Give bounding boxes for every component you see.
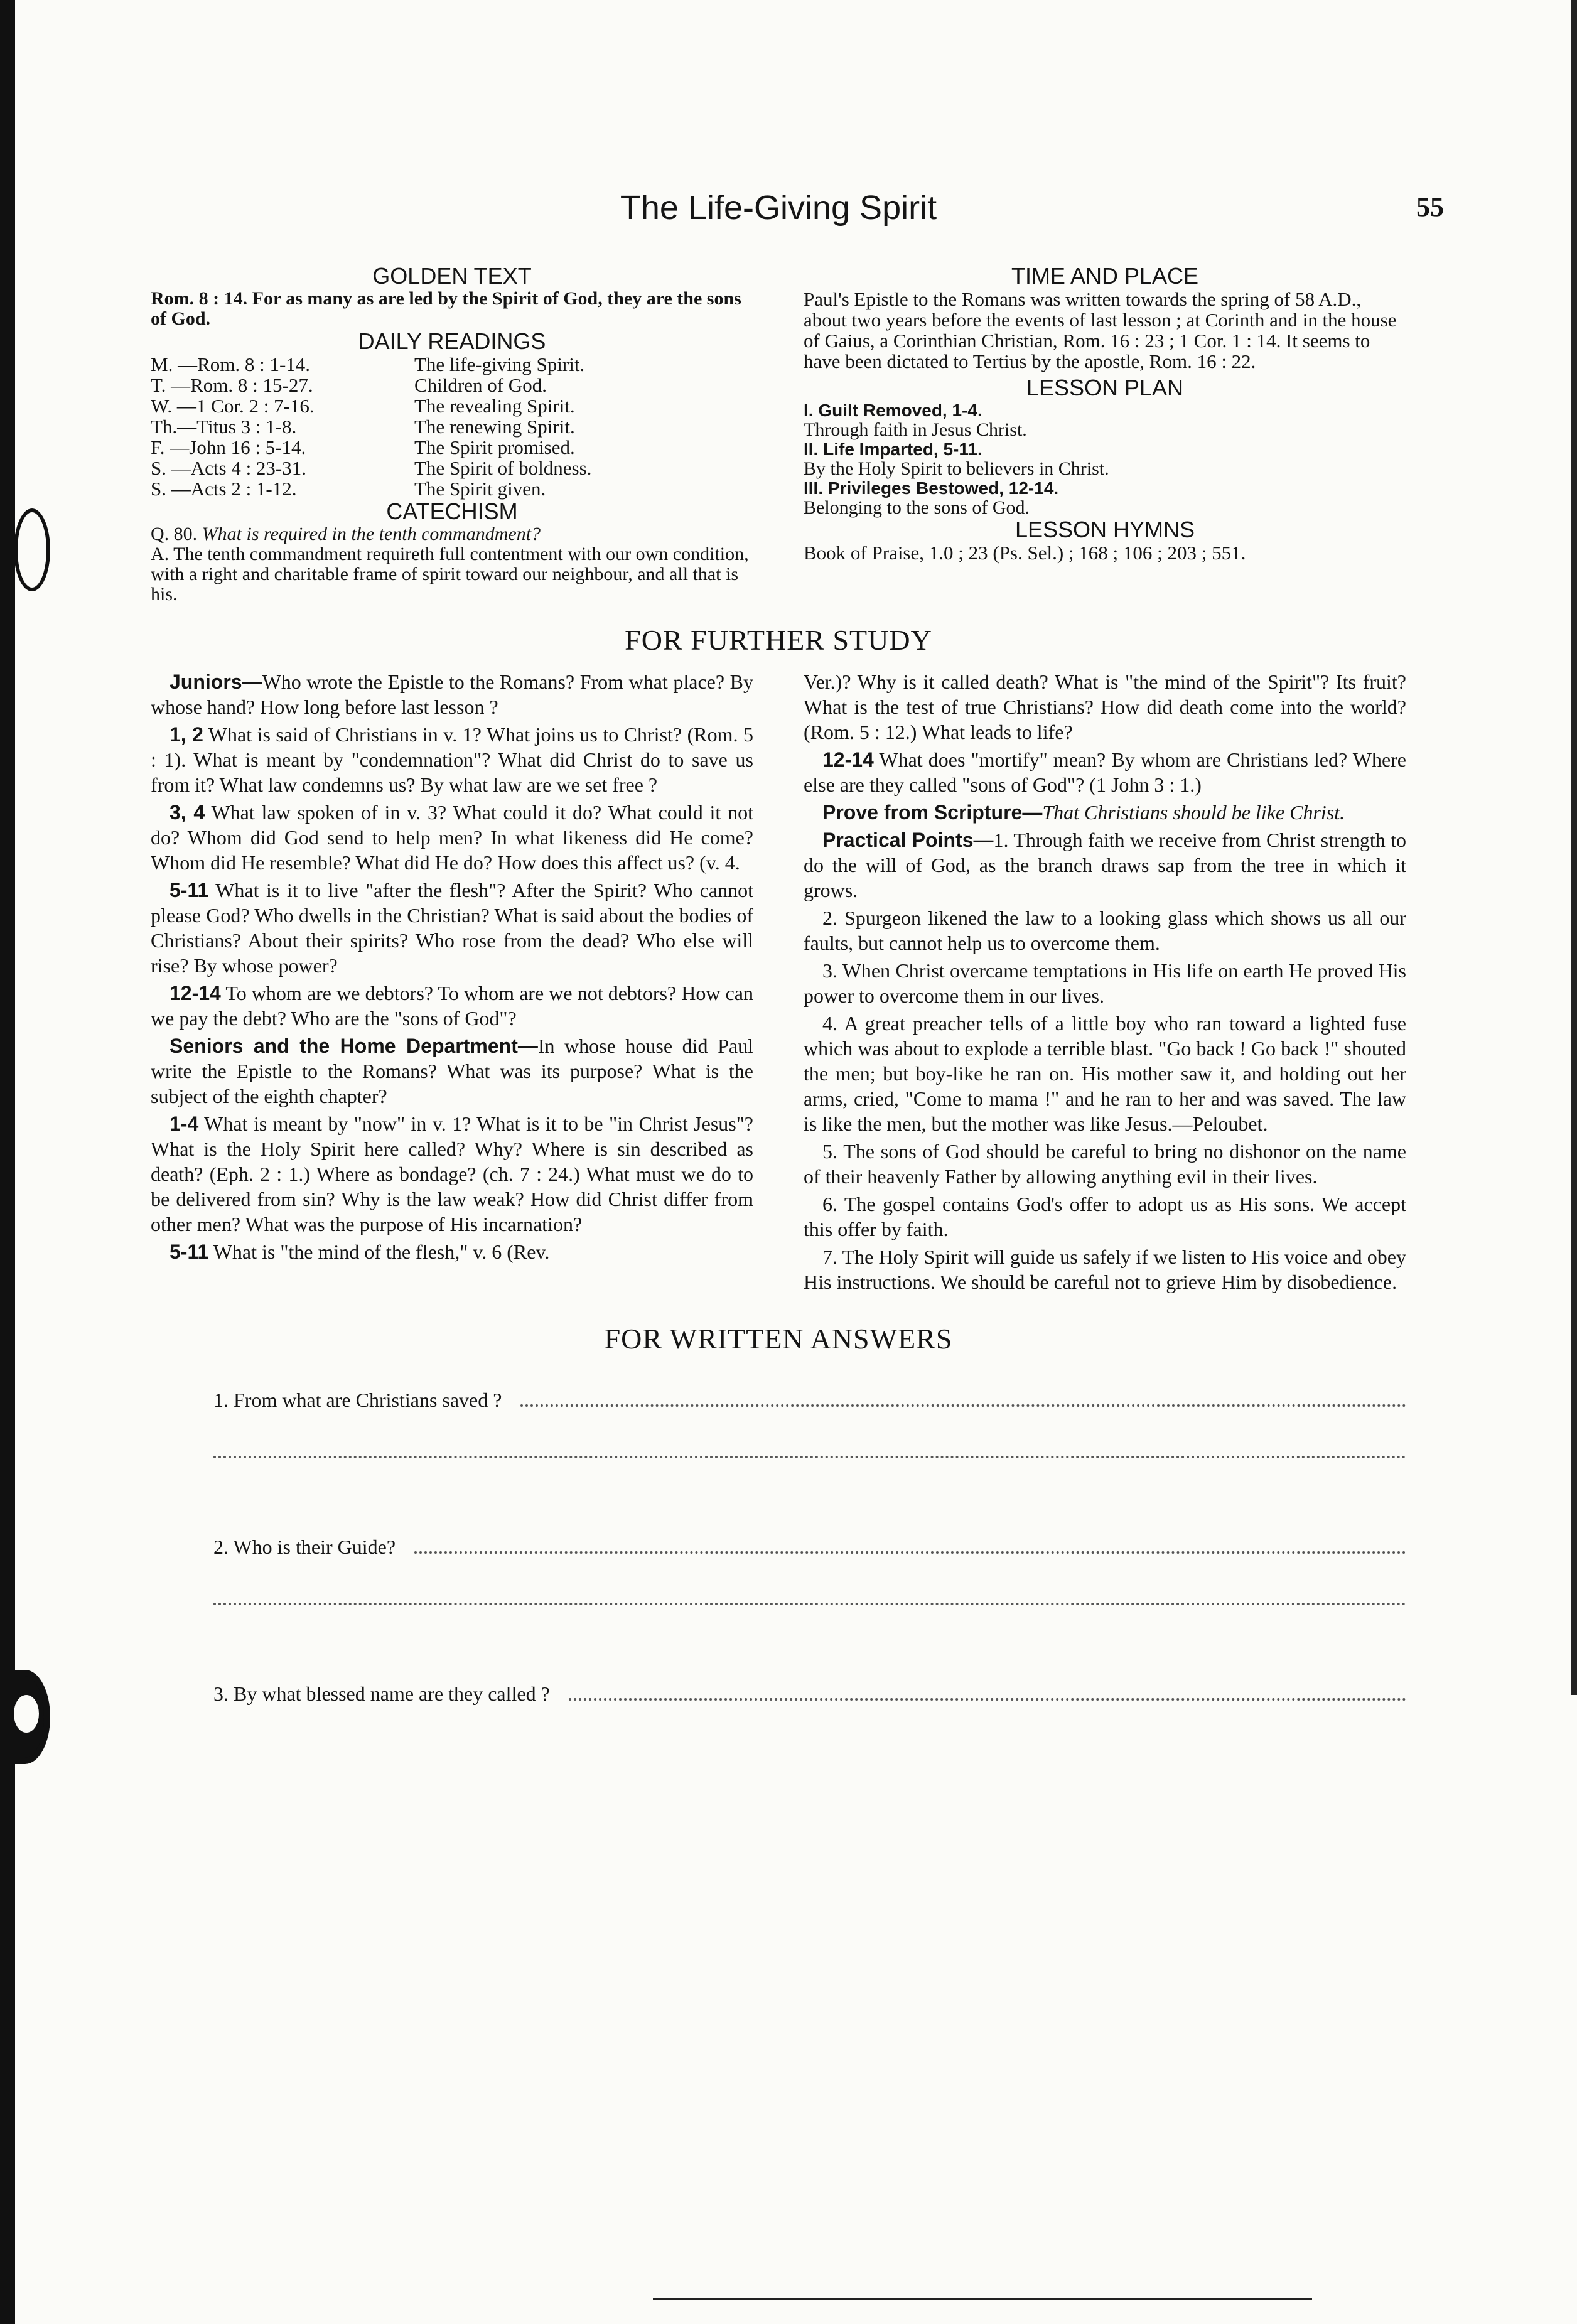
reading-ref: Th.—Titus 3 : 1-8. [151, 416, 297, 438]
practical-point: 6. The gospel contains God's offer to adopt us as His sons. We accept this offer by faith. [804, 1193, 1406, 1240]
reading-ref: T. —Rom. 8 : 15-27. [151, 374, 313, 396]
answer-question-text: 2. Who is their Guide? [213, 1536, 396, 1558]
study-text: What law spoken of in v. 3? What could it do? What could it not do? Whom did God send to help men? In what likeness did He come? Whom did He resemble? What did He do? How does this affect us? (v. 4. [151, 801, 754, 874]
study-paragraph [151, 981, 753, 1031]
scan-edge-right [1571, 0, 1577, 1695]
lesson-plan-text: Through faith in Jesus Christ. [804, 419, 1027, 440]
study-text: What does "mortify" mean? By whom are Christians led? Where else are they called "sons of God"? (1 John 3 : 1.) [804, 748, 1406, 796]
catechism-heading: CATECHISM [386, 498, 518, 524]
study-paragraph [151, 1239, 753, 1264]
lesson-plan-text: Belonging to the sons of God. [804, 497, 1030, 518]
study-lead: 12-14 [170, 982, 221, 1004]
reading-ref: W. —1 Cor. 2 : 7-16. [151, 395, 315, 417]
study-lead: 3, 4 [170, 801, 205, 824]
practical-point [804, 827, 1406, 903]
practical-point: 7. The Holy Spirit will guide us safely if we listen to His voice and obey His instructions. We should be careful not to grieve Him by disobedience. [804, 1245, 1406, 1293]
reading-title: The life-giving Spirit. [414, 353, 585, 375]
left-overview-column [151, 264, 753, 605]
further-study [151, 669, 1406, 1297]
study-paragraph [151, 1111, 753, 1237]
study-lead: 1-4 [170, 1112, 199, 1135]
answer-question [213, 1387, 1406, 1412]
written-answers [151, 1387, 1406, 1706]
answer-line[interactable] [213, 1596, 1406, 1605]
lesson-plan-item [804, 439, 1406, 478]
golden-text-heading: GOLDEN TEXT [372, 263, 532, 289]
study-text: Who wrote the Epistle to the Romans? From what place? By whose hand? How long before last lesson ? [151, 670, 753, 718]
prove-paragraph [804, 800, 1406, 825]
page-number: 55 [1416, 191, 1444, 222]
practical-lead: Practical Points— [822, 829, 994, 851]
lesson-plan-head: II. Life Imparted, 5-11. [804, 439, 982, 459]
reading-title: Children of God. [414, 374, 547, 396]
study-paragraph [151, 800, 753, 875]
practical-point-text: 1. Through faith we receive from Christ strength to do the will of God, as the branch draws sap from the tree in which it grows. [804, 829, 1407, 901]
lesson-plan-heading: LESSON PLAN [1026, 375, 1184, 401]
study-lead: 5-11 [170, 879, 209, 901]
practical-point: 2. Spurgeon likened the law to a looking glass which shows us all our faults, but cannot help us to overcome them. [804, 906, 1406, 954]
written-answers-heading: FOR WRITTEN ANSWERS [604, 1323, 953, 1355]
page-title: The Life-Giving Spirit [620, 189, 937, 227]
study-paragraph [151, 722, 753, 797]
right-overview-column [804, 264, 1406, 605]
reading-ref: F. —John 16 : 5-14. [151, 436, 306, 458]
study-lead: 1, 2 [170, 723, 203, 746]
practical-point: 3. When Christ overcame temptations in His life on earth He proved His power to overcome them in our lives. [804, 959, 1406, 1007]
study-lead: 12-14 [822, 748, 874, 771]
daily-readings-list [151, 354, 753, 499]
study-text: What is "the mind of the flesh," v. 6 (Rev. [208, 1240, 550, 1263]
prove-text: That Christians should be like Christ. [1042, 801, 1345, 824]
study-right-column [804, 669, 1406, 1297]
time-place-text: Paul's Epistle to the Romans was written towards the spring of 58 A.D., about two years before the events of last lesson ; at Corinth and in the house of Gaius, a Corinthian Christian, Rom. 16 : 23 ; 1 Cor. 1 : 14. It seems to have been dictated to Tertius by the apostle, Rom. 16 : 22. [804, 288, 1397, 372]
catechism-q-text: What is required in the tenth commandment? [202, 524, 541, 544]
study-paragraph [151, 1033, 753, 1109]
golden-text-verse: For as many as are led by the Spirit of God, they are the sons of God. [151, 288, 741, 329]
golden-text [151, 289, 753, 329]
daily-readings-heading: DAILY READINGS [358, 328, 546, 354]
lesson-overview [151, 264, 1406, 605]
study-lead: 5-11 [170, 1240, 209, 1263]
lesson-plan-item [804, 478, 1406, 517]
answer-line[interactable] [414, 1551, 1406, 1554]
reading-title: The Spirit of boldness. [414, 457, 592, 479]
answer-question-text: 3. By what blessed name are they called ? [213, 1682, 550, 1705]
study-text: What is it to live "after the flesh"? After the Spirit? Who cannot please God? Who dwells in the Christian? What is said about the bodies of Christians? About their spirits? Who rose from the dead? Who else will rise? By whose power? [151, 879, 753, 977]
reading-title: The Spirit promised. [414, 436, 575, 458]
lesson-hymns-text: Book of Praise, 1.0 ; 23 (Ps. Sel.) ; 168 ; 106 ; 203 ; 551. [804, 542, 1246, 564]
further-study-heading: FOR FURTHER STUDY [625, 624, 932, 656]
reading-ref: S. —Acts 4 : 23-31. [151, 457, 306, 479]
answer-line[interactable] [520, 1404, 1406, 1407]
study-text: To whom are we debtors? To whom are we not debtors? How can we pay the debt? Who are the "sons of God"? [151, 982, 753, 1030]
study-left-column [151, 669, 753, 1297]
study-paragraph [151, 878, 753, 978]
lesson-hymns-heading: LESSON HYMNS [1015, 517, 1195, 542]
binding-hole-mark [14, 508, 50, 591]
catechism-q-label: Q. 80. [151, 524, 198, 544]
bottom-rule [653, 2298, 1312, 2300]
answer-question-text: 1. From what are Christians saved ? [213, 1389, 502, 1411]
catechism-answer: A. The tenth commandment requireth full contentment with our own condition, with a right and charitable frame of spirit toward our neighbour, and all that is his. [151, 544, 749, 605]
page-header [151, 188, 1444, 239]
page [151, 188, 1444, 1706]
study-text: What is meant by "now" in v. 1? What is it to be "in Christ Jesus"? What is the Holy Spirit here called? Why? Where is sin described as death? (Eph. 2 : 1.) Where as bondage? (ch. 7 : 24.) What must we do to be delivered from sin? Why is the law weak? How did Christ differ from other men? What was the purpose of His incarnation? [151, 1112, 753, 1235]
binding-clip-mark [0, 1670, 50, 1764]
lesson-plan-head: III. Privileges Bestowed, 12-14. [804, 478, 1059, 498]
reading-title: The renewing Spirit. [414, 416, 575, 438]
lesson-plan-head: I. Guilt Removed, 1-4. [804, 401, 982, 420]
study-paragraph [151, 669, 753, 719]
reading-title: The Spirit given. [414, 478, 546, 500]
reading-ref: S. —Acts 2 : 1-12. [151, 478, 297, 500]
study-paragraph [804, 747, 1406, 797]
answer-question [213, 1681, 1406, 1706]
study-paragraph: Ver.)? Why is it called death? What is "the mind of the Spirit"? Its fruit? What is the test of true Christians? How did death come into the world? (Rom. 5 : 12.) What leads to life? [804, 670, 1406, 743]
answer-question [213, 1534, 1406, 1559]
reading-ref: M. —Rom. 8 : 1-14. [151, 353, 311, 375]
prove-lead: Prove from Scripture— [822, 801, 1043, 824]
scan-edge-left [0, 0, 15, 2324]
lesson-plan-item [804, 401, 1406, 439]
study-lead: Seniors and the Home Department— [170, 1035, 538, 1057]
answer-line[interactable] [213, 1450, 1406, 1458]
golden-text-ref: Rom. 8 : 14. [151, 288, 248, 309]
practical-point: 4. A great preacher tells of a little boy who ran toward a lighted fuse which was about to explode a terrible blast. "Go back ! Go back !" shouted the men; but boy-like he ran on. His mother saw it, and holding out her arms, cried, "Come to mama !" and he ran to her and was saved. The law is like the men, but the mother was like Jesus.—Peloubet. [804, 1012, 1406, 1135]
catechism-question [151, 524, 753, 544]
study-lead: Juniors— [170, 670, 262, 693]
reading-title: The revealing Spirit. [414, 395, 575, 417]
study-text: In whose house did Paul write the Epistle to the Romans? What was its purpose? What is the subject of the eighth chapter? [151, 1035, 753, 1107]
practical-point: 5. The sons of God should be careful to bring no dishonor on the name of their heavenly Father by allowing anything evil in their lives. [804, 1140, 1406, 1188]
study-text: What is said of Christians in v. 1? What joins us to Christ? (Rom. 5 : 1). What is meant by "condemnation"? What did Christ do to save us from it? What law condemns us? By what law are we set free ? [151, 723, 754, 796]
time-place-heading: TIME AND PLACE [1011, 263, 1199, 289]
lesson-plan-text: By the Holy Spirit to believers in Christ. [804, 458, 1109, 479]
answer-line[interactable] [569, 1698, 1406, 1701]
